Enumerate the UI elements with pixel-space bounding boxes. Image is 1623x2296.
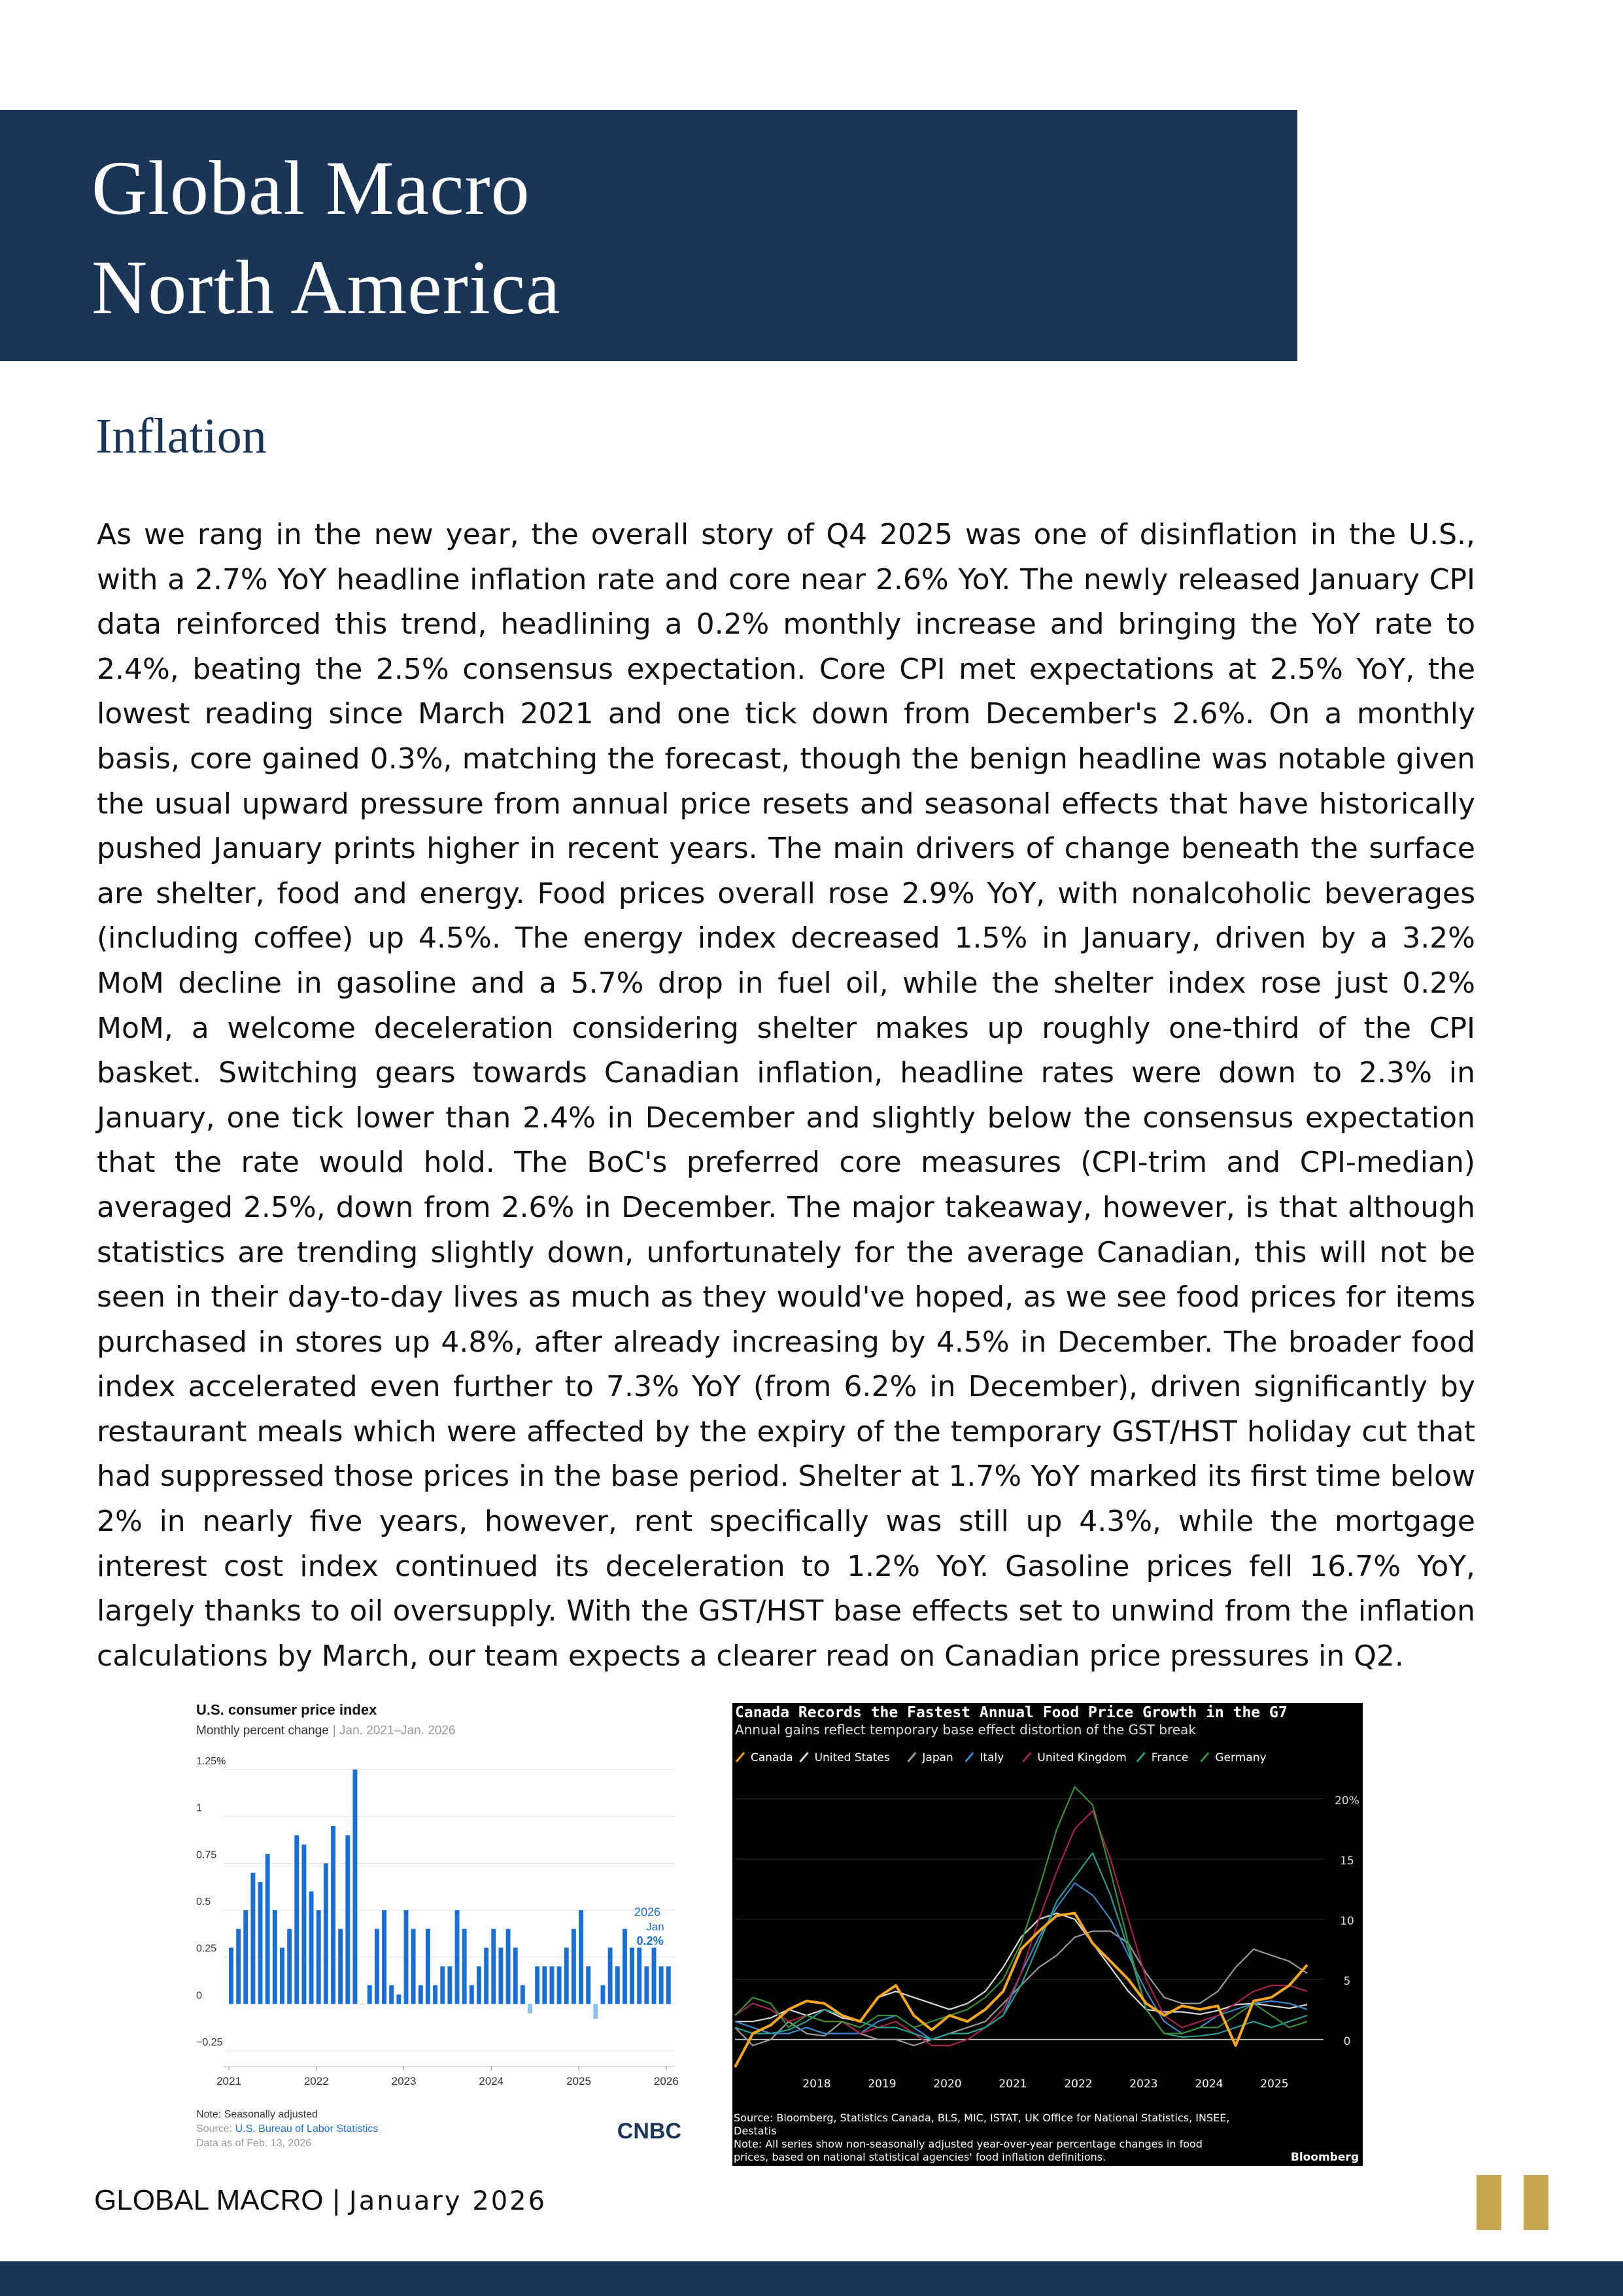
cpi-bar [615,1966,620,2004]
us-cpi-chart-svg [191,1699,689,2162]
cpi-y-tick-label: −0.25 [196,2037,223,2048]
cpi-y-tick-label: 0 [196,1990,202,2002]
food-series-line [735,1787,1307,2033]
section-heading: Inflation [95,409,267,464]
cpi-bar [236,1929,241,2004]
cpi-gridlines [224,1770,675,2051]
cpi-bar [637,1947,641,2004]
food-price-chart [732,1703,1363,2166]
cpi-bar [382,1910,386,2004]
cpi-bar [367,1985,372,2004]
cpi-bar [265,1854,270,2004]
cpi-bar [579,1910,583,2004]
cpi-bar [630,1947,634,2004]
cpi-bar [644,1966,649,2004]
cpi-bar [280,1947,284,2004]
cpi-y-tick-label: 1.25% [196,1756,226,1767]
cpi-bar [513,1947,518,2004]
cpi-bar [521,1985,525,2004]
cpi-bar [593,2004,598,2019]
food-x-tick-label: 2020 [933,2078,962,2091]
cpi-bar [652,1947,657,2004]
report-title-line-1: Global Macro [92,145,530,231]
cpi-bar [535,1966,539,2004]
cpi-bar [601,1985,606,2004]
cpi-bar [243,1910,248,2004]
cpi-bar [404,1910,409,2004]
food-x-tick-label: 2019 [868,2078,897,2091]
cpi-bar [396,1995,401,2004]
cpi-bar [484,1947,488,2004]
cpi-chart-subtitle-range: Jan. 2021–Jan. 2026 [339,1724,456,1738]
cpi-x-tick-label: 2022 [303,2075,329,2087]
food-legend-label: Japan [922,1751,953,1764]
cpi-bar [389,1985,394,2004]
cpi-bar [294,1835,299,2004]
cpi-bar [498,1947,503,2004]
food-note-line-1: Note: All series show non-seasonally adjusted year-over-year percentage changes in food [734,2138,1203,2150]
food-legend-label: France [1151,1751,1189,1764]
food-y-tick-label: 20% [1335,1794,1359,1808]
food-legend-label: United States [814,1751,890,1764]
cpi-bar [419,1985,423,2004]
food-legend-label: Canada [751,1751,793,1764]
cpi-x-tick-label: 2024 [479,2075,504,2087]
cpi-bars [229,1770,671,2019]
food-x-tick-label: 2024 [1195,2078,1223,2091]
food-legend-swatch [1023,1753,1031,1762]
food-y-tick-label: 0 [1343,2034,1351,2048]
cpi-bar [309,1891,314,2004]
food-legend-swatch [908,1753,915,1762]
food-note-line-2: prices, based on national statistical agencies' food inflation definitions. [734,2151,1106,2163]
cpi-bar [229,1947,233,2004]
cpi-bar [572,1929,576,2004]
footer-brand: GLOBAL MACRO [94,2184,324,2216]
cpi-bar [345,1835,350,2004]
cpi-bar [528,2004,532,2013]
cnbc-logo: CNBC [617,2119,681,2144]
cpi-note: Note: Seasonally adjusted [196,2109,318,2120]
food-legend-swatch [1137,1753,1145,1762]
food-source-line-2: Destatis [734,2125,777,2137]
cpi-highlight-year: 2026 [634,1906,661,1919]
food-source-line-1: Source: Bloomberg, Statistics Canada, BLS, MIC, ISTAT, UK Office for National Statistics, INSEE, [734,2112,1230,2124]
cpi-y-axis [196,1756,226,2048]
report-title [92,139,561,337]
food-x-tick-label: 2022 [1064,2078,1093,2091]
cpi-bar [324,1863,328,2004]
cpi-bar [331,1826,335,2004]
cpi-bar [433,1985,437,2004]
cpi-x-tick-label: 2021 [216,2075,241,2087]
footer-date: January 2026 [349,2186,547,2216]
food-legend [736,1751,1267,1764]
cpi-bar [462,1929,467,2004]
food-x-tick-label: 2023 [1129,2078,1158,2091]
cpi-chart-title: U.S. consumer price index [196,1702,377,1718]
footer-separator: | [332,2184,340,2216]
food-chart-title: Canada Records the Fastest Annual Food Price Growth in the G7 [735,1704,1288,1721]
cpi-x-axis [216,2066,679,2087]
cpi-bar [301,1845,306,2004]
food-y-tick-label: 15 [1340,1854,1354,1868]
food-note [734,2138,1206,2163]
cpi-bar [491,1929,496,2004]
cpi-bar [440,1966,445,2004]
food-x-tick-label: 2018 [802,2078,831,2091]
cpi-x-tick-label: 2023 [391,2075,417,2087]
report-title-line-2: North America [92,245,561,330]
food-x-tick-label: 2021 [999,2078,1027,2091]
cpi-bar [447,1966,452,2004]
cpi-y-tick-label: 0.75 [196,1849,217,1861]
cpi-bar [506,1929,511,2004]
cpi-y-tick-label: 0.25 [196,1943,217,1955]
cpi-highlight-month: Jan [646,1921,664,1933]
cpi-bar [426,1929,430,2004]
cpi-bar [659,1966,664,2004]
cpi-y-tick-label: 1 [196,1802,202,1814]
cpi-bar [477,1966,481,2004]
us-cpi-chart [191,1699,689,2162]
cpi-bar [549,1966,554,2004]
cpi-bar [470,1985,474,2004]
cpi-chart-subtitle: Monthly percent change | Jan. 2021–Jan. 2026 [196,1724,456,1738]
cpi-bar [623,1929,627,2004]
section-body: As we rang in the new year, the overall story of Q4 2025 was one of disinflation in the U.S., with a 2.7% YoY headline inflation rate and core near 2.6% YoY. The newly released January CPI data reinforced this trend, headlining a 0.2% monthly increase and bringing the YoY rate to 2.4%, beating the 2.5% consensus expectation. Core CPI met expectations at 2.5% YoY, the lowest reading since March 2021 and one tick down from December's 2.6%. On a monthly basis, core gained 0.3%, matching the forecast, though the benign headline was notable given the usual upward pressure from annual price resets and seasonal effects that have historically pushed January prints higher in recent years. The main drivers of change beneath the surface are shelter, food and energy. Food prices overall rose 2.9% YoY, with nonalcoholic beverages (including coffee) up 4.5%. The energy index decreased 1.5% in January, driven by a 3.2% MoM decline in gasoline and a 5.7% drop in fuel oil, while the shelter index rose just 0.2% MoM, a welcome deceleration considering shelter makes up roughly one-third of the CPI basket. Switching gears towards Canadian inflation, headline rates were down to 2.3% in January, one tick lower than 2.4% in December and slightly below the consensus expectation that the rate would hold. The BoC's preferred core measures (CPI-trim and CPI-median) averaged 2.5%, down from 2.6% in December. The major takeaway, however, is that although statistics are trending slightly down, unfortunately for the average Canadian, this will not be seen in their day-to-day lives as much as they would've hoped, as we see food prices for items purchased in stores up 4.8%, after already increasing by 4.5% in December. The broader food index accelerated even further to 7.3% YoY (from 6.2% in December), driven significantly by restaurant meals which were affected by the expiry of the temporary GST/HST holiday cut that had suppressed those prices in the base period. Shelter at 1.7% YoY marked its first time below 2% in nearly five years, however, rent specifically was still up 4.3%, while the mortgage interest cost index continued its deceleration to 1.2% YoY. Gasoline prices fell 16.7% YoY, largely thanks to oil oversupply. With the GST/HST base effects set to unwind from the inflation calculations by March, our team expects a clearer read on Canadian price pressures in Q2. [97,518,1475,1673]
cpi-bar [564,1947,569,2004]
cpi-source: Source: U.S. Bureau of Labor Statistics [196,2123,379,2134]
cpi-x-tick-label: 2025 [566,2075,591,2087]
cpi-bar [273,1910,277,2004]
page-mark-right [1524,2175,1548,2230]
food-legend-swatch [800,1753,808,1762]
food-legend-label: Italy [980,1751,1004,1764]
cpi-data-date: Data as of Feb. 13, 2026 [196,2138,312,2149]
food-price-chart-svg [732,1703,1363,2166]
food-legend-label: United Kingdom [1037,1751,1127,1764]
food-legend-label: Germany [1215,1751,1267,1764]
food-x-axis [802,2078,1288,2091]
food-x-tick-label: 2025 [1260,2078,1289,2091]
cpi-bar [586,1966,590,2004]
cpi-bar [375,1929,379,2004]
food-y-tick-label: 5 [1343,1974,1351,1988]
food-legend-swatch [965,1753,973,1762]
page-mark-left [1477,2175,1501,2230]
food-y-axis [1335,1794,1359,2048]
cpi-bar [316,1910,321,2004]
cpi-bar [258,1882,263,2004]
cpi-highlight-value: 0.2% [636,1934,664,1947]
cpi-bar [338,1929,343,2004]
food-legend-swatch [1201,1753,1208,1762]
footer-label [94,2184,547,2217]
cpi-bar [666,1966,671,2004]
cpi-bar [455,1910,460,2004]
cpi-source-link: U.S. Bureau of Labor Statistics [235,2123,379,2134]
cpi-x-tick-label: 2026 [653,2075,679,2087]
cpi-bar [411,1929,416,2004]
footer-bar [0,2261,1623,2296]
cpi-bar [287,1929,292,2004]
food-y-tick-label: 10 [1340,1914,1354,1928]
food-legend-swatch [736,1753,744,1762]
cpi-bar [353,1770,358,2004]
food-source [734,2112,1233,2137]
cpi-bar [250,1873,255,2004]
cpi-bar [542,1966,547,2004]
cpi-bar [608,1947,613,2004]
cpi-y-tick-label: 0.5 [196,1896,211,1908]
bloomberg-logo: Bloomberg [1290,2151,1359,2164]
food-chart-subtitle: Annual gains reflect temporary base effect distortion of the GST break [735,1722,1196,1738]
cpi-chart-subtitle-main: Monthly percent change [196,1724,329,1738]
food-series-lines [735,1787,1307,2067]
food-series-line [735,1913,1307,2022]
cpi-bar [557,1966,562,2004]
